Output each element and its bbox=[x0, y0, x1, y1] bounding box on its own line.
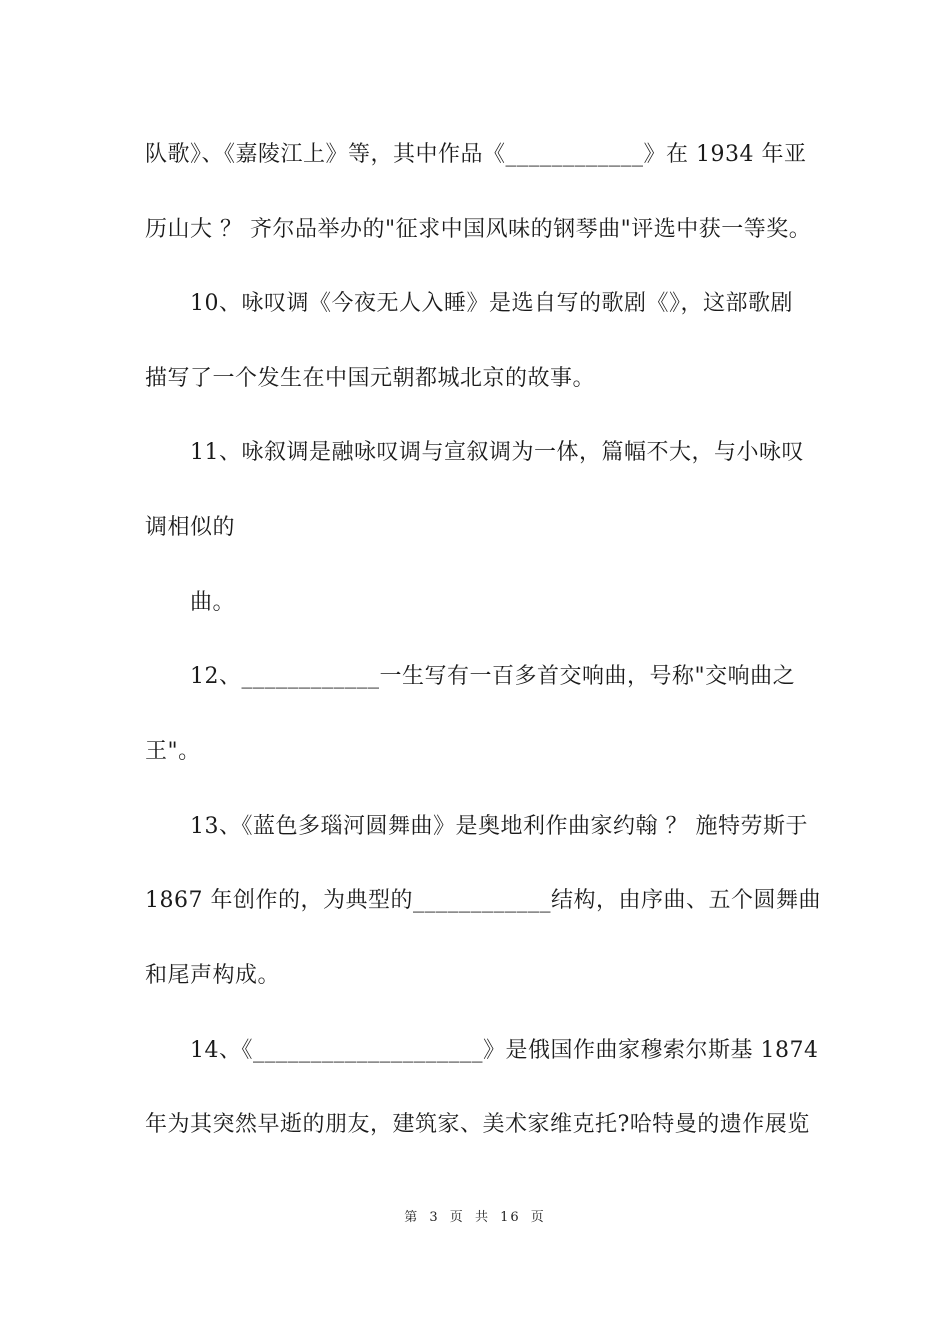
footer-prefix: 第 bbox=[404, 1210, 420, 1225]
question-13-line-1: 13、《蓝色多瑙河圆舞曲》是奥地利作曲家约翰 ？ 施特劳斯于 bbox=[190, 814, 808, 839]
footer-page-number: 3 bbox=[429, 1210, 440, 1225]
footer-suffix: 页 bbox=[530, 1210, 546, 1225]
question-14-line-1: 14、《____________________》是俄国作曲家穆索尔斯基 1874 bbox=[190, 1038, 819, 1063]
page-footer bbox=[0, 1206, 950, 1225]
question-10-line-1: 10、咏叹调《今夜无人入睡》是选自写的歌剧《》，这部歌剧 bbox=[190, 291, 793, 316]
footer-total-word: 共 bbox=[474, 1210, 490, 1225]
question-12-line-1: 12、____________一生写有一百多首交响曲，号称"交响曲之 bbox=[190, 664, 796, 689]
question-13-line-3: 和尾声构成。 bbox=[145, 963, 281, 988]
question-11-line-2: 调相似的 bbox=[145, 515, 236, 540]
question-11-line-1: 11、咏叙调是融咏叹调与宣叙调为一体，篇幅不大，与小咏叹 bbox=[190, 440, 804, 465]
footer-total-pages: 16 bbox=[500, 1210, 521, 1225]
footer-page-word: 页 bbox=[449, 1210, 465, 1225]
question-13-line-2: 1867 年创作的，为典型的____________结构，由序曲、五个圆舞曲 bbox=[145, 888, 821, 913]
question-11-line-3: 曲。 bbox=[190, 590, 236, 615]
question-10-line-2: 描写了一个发生在中国元朝都城北京的故事。 bbox=[145, 366, 596, 391]
text-line-2: 历山大 ？ 齐尔品举办的"征求中国风味的钢琴曲"评选中获一等奖。 bbox=[145, 217, 812, 242]
question-14-line-2: 年为其突然早逝的朋友，建筑家、美术家维克托?哈特曼的遗作展览 bbox=[145, 1112, 810, 1137]
question-12-line-2: 王"。 bbox=[145, 739, 201, 764]
text-line-1: 队歌》、《嘉陵江上》等，其中作品《____________》在 1934 年亚 bbox=[145, 142, 807, 167]
